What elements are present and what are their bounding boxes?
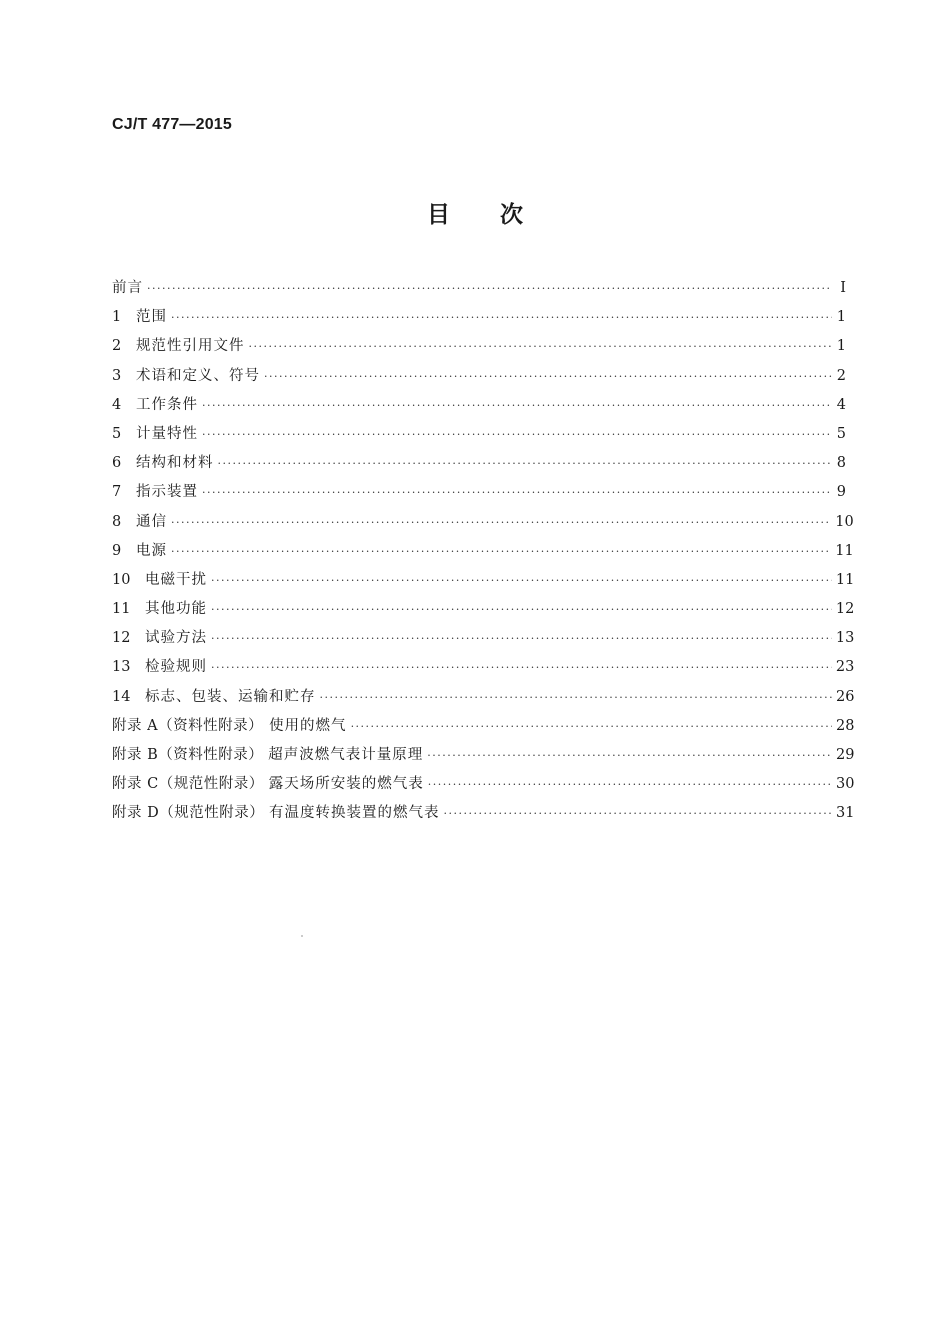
toc-entry-number: 8	[112, 513, 122, 530]
toc-entry-page: 10	[835, 513, 854, 530]
toc-entry-page: 28	[836, 717, 855, 734]
toc-leader-dots	[211, 566, 832, 595]
toc-entry[interactable]	[112, 653, 855, 682]
toc-entry-page: 31	[836, 805, 855, 822]
toc-entry-number: 10	[112, 571, 131, 588]
toc-entry-label: 检验规则	[145, 659, 207, 676]
toc-entry-label: 计量特性	[136, 425, 198, 442]
toc-entry-number: 3	[112, 367, 122, 384]
toc-entry-number: 14	[112, 688, 131, 705]
toc-entry-page: 29	[836, 747, 855, 763]
toc-leader-dots	[351, 712, 832, 741]
toc-entry-page: 4	[836, 396, 846, 413]
toc-entry[interactable]	[112, 362, 846, 391]
toc-entry-number: 6	[112, 455, 122, 472]
toc-entry-page: 1	[836, 338, 846, 355]
toc-entry[interactable]	[112, 449, 846, 478]
toc-entry-page: 9	[836, 484, 846, 501]
toc-leader-dots	[320, 683, 833, 712]
toc-entry-number: 1	[112, 309, 122, 326]
toc-annex-entry[interactable]	[112, 712, 855, 741]
toc-entry[interactable]	[112, 420, 846, 449]
toc-entry[interactable]	[112, 624, 855, 653]
toc-annex-prefix: 附录 A（资料性附录）	[112, 717, 264, 734]
toc-leader-dots	[218, 449, 833, 478]
toc-entry-label: 指示装置	[136, 484, 198, 501]
toc-leader-dots	[249, 332, 833, 361]
toc-entry-page: 30	[836, 776, 855, 793]
toc-entry[interactable]	[112, 595, 855, 624]
toc-entry-page: 8	[836, 455, 846, 472]
toc-entry-number: 5	[112, 425, 122, 442]
toc-entry-label: 露天场所安装的燃气表	[268, 776, 424, 793]
toc-entry-number: 2	[112, 338, 122, 355]
toc-entry-page: 11	[835, 571, 855, 588]
toc-entry-page: 5	[836, 425, 846, 442]
toc-leader-dots	[444, 799, 832, 828]
toc-leader-dots	[264, 362, 832, 391]
toc-entry-label: 超声波燃气表计量原理	[268, 747, 424, 763]
toc-entry-label: 其他功能	[145, 601, 207, 618]
toc-entry-label: 试验方法	[145, 630, 207, 647]
toc-annex-prefix: 附录 B（资料性附录）	[112, 747, 264, 763]
toc-entry-label: 电源	[136, 542, 167, 559]
toc-entry-label: 标志、包装、运输和贮存	[145, 688, 316, 705]
toc-leader-dots	[202, 420, 832, 449]
toc-entry-number: 12	[112, 630, 131, 647]
toc-annex-entry[interactable]	[112, 770, 855, 799]
toc-entry-page: 11	[835, 542, 854, 559]
scan-speck	[301, 935, 303, 937]
toc-leader-dots	[427, 741, 832, 770]
toc-leader-dots	[171, 508, 831, 537]
toc-entry-label: 通信	[136, 513, 167, 530]
title-char-2: 次	[500, 202, 523, 228]
toc-entry-label: 使用的燃气	[269, 717, 347, 734]
toc-entry-label: 结构和材料	[136, 455, 214, 472]
toc-annex-entry[interactable]	[112, 741, 855, 770]
toc-entry[interactable]	[112, 566, 855, 595]
toc-entry-number: 9	[112, 542, 122, 559]
toc-entry-label: 电磁干扰	[145, 571, 207, 588]
toc-entry-label: 有温度转换装置的燃气表	[269, 805, 440, 822]
toc-entry[interactable]	[112, 537, 854, 566]
toc-entry-label: 工作条件	[136, 396, 198, 413]
toc-entry-page: Ⅰ	[840, 280, 846, 296]
standard-code: CJ/T 477—2015	[112, 116, 233, 133]
toc-entry[interactable]	[112, 332, 846, 361]
toc-entry-foreword[interactable]	[112, 274, 846, 303]
toc-leader-dots	[147, 274, 832, 303]
toc-annex-prefix: 附录 C（规范性附录）	[112, 776, 264, 793]
toc-entry-label: 术语和定义、符号	[136, 367, 260, 384]
toc-entry-label: 规范性引用文件	[136, 338, 245, 355]
table-of-contents	[112, 274, 855, 829]
toc-entry-page: 13	[835, 630, 855, 647]
page-title	[0, 196, 950, 229]
toc-annex-prefix: 附录 D（规范性附录）	[112, 805, 265, 822]
toc-leader-dots	[428, 770, 832, 799]
toc-entry-page: 2	[836, 367, 846, 384]
toc-entry[interactable]	[112, 303, 846, 332]
toc-entry-label: 范围	[136, 309, 167, 326]
toc-entry-number: 13	[112, 659, 131, 676]
toc-leader-dots	[202, 478, 832, 507]
toc-entry-page: 12	[835, 601, 855, 618]
toc-entry[interactable]	[112, 478, 846, 507]
title-char-1: 目	[427, 202, 450, 228]
toc-leader-dots	[171, 537, 831, 566]
toc-leader-dots	[202, 391, 832, 420]
toc-entry-page: 26	[836, 688, 855, 705]
toc-entry-page: 1	[836, 309, 846, 326]
toc-leader-dots	[211, 653, 832, 682]
toc-entry[interactable]	[112, 683, 855, 712]
toc-leader-dots	[171, 303, 832, 332]
toc-leader-dots	[211, 595, 832, 624]
toc-entry[interactable]	[112, 508, 854, 537]
toc-entry-page: 23	[835, 659, 855, 676]
toc-annex-entry[interactable]	[112, 799, 855, 828]
toc-entry-number: 7	[112, 484, 122, 501]
toc-entry-label: 前言	[112, 280, 143, 296]
toc-entry[interactable]	[112, 391, 846, 420]
toc-entry-number: 11	[112, 601, 131, 618]
toc-leader-dots	[211, 624, 832, 653]
toc-entry-number: 4	[112, 396, 122, 413]
